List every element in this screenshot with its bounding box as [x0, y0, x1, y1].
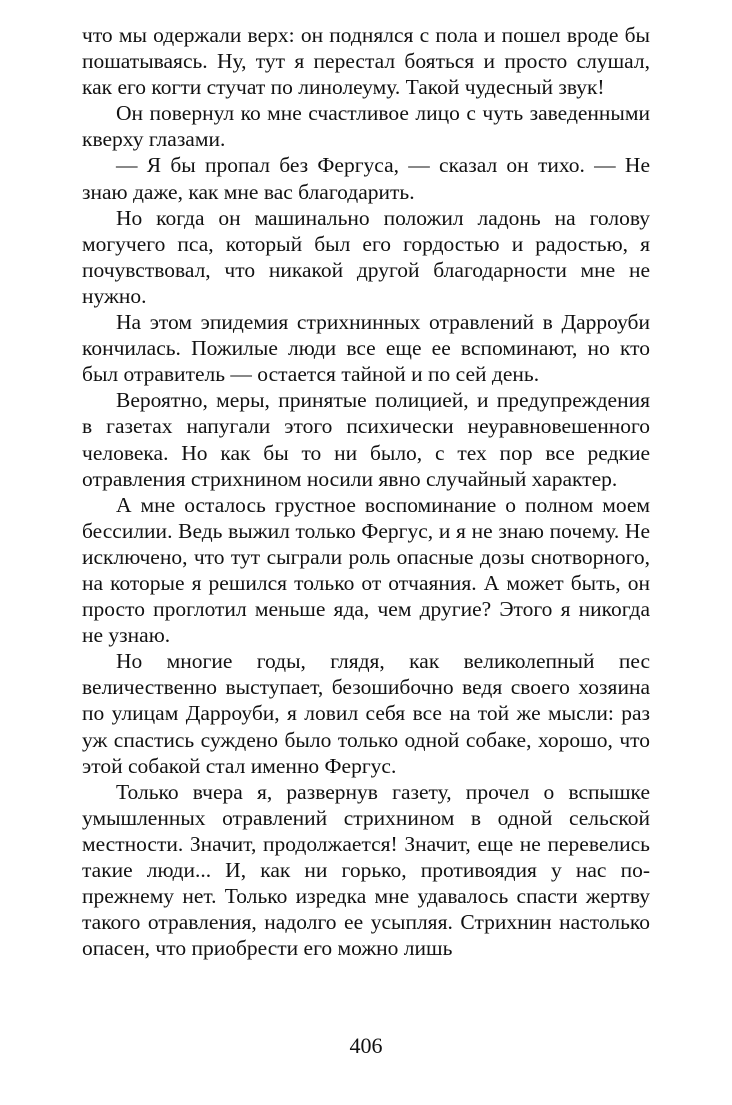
page-body	[82, 22, 650, 961]
paragraph-3: — Я бы пропал без Фергуса, — сказал он тихо. — Не знаю даже, как мне вас благодарить.	[82, 153, 650, 204]
paragraph-7: А мне осталось грустное воспоминание о полном моем бессилии. Ведь выжил только Фергус, и я не знаю почему. Не исключено, что тут сыграли роль опасные дозы снотворного, на которые я решился только от отчаяния. А может быть, он просто проглотил меньше яда, чем другие? Этого я никогда не узнаю.	[82, 492, 650, 648]
page-number: 406	[349, 1033, 383, 1058]
paragraph-9: Только вчера я, развернув газету, прочел о вспышке умышленных отравлений стрихнином в одной сельской местности. Значит, продолжается! Значит, еще не перевелись такие люди... И, как ни горько, противоядия у нас по-прежнему нет. Только изредка мне удавалось спасти жертву такого отравления, надолго ее усыпляя. Стрихнин настолько опасен, что приобрести его можно лишь	[82, 779, 650, 961]
paragraph-2: Он повернул ко мне счастливое лицо с чуть заведенными кверху глазами.	[82, 101, 650, 152]
paragraph-4: Но когда он машинально положил ладонь на голову могучего пса, который был его гордостью и радостью, я почувствовал, что никакой другой благодарности мне не нужно.	[82, 205, 650, 308]
paragraph-6: Вероятно, меры, принятые полицией, и предупреждения в газетах напугали этого психически неуравновешенного человека. Но как бы то ни было, с тех пор все редкие отравления стрихнином носили явно случайный характер.	[82, 388, 650, 491]
paragraph-8: Но многие годы, глядя, как великолепный пес величественно выступает, безошибочно ведя своего хозяина по улицам Дарроуби, я ловил себя все на той же мысли: раз уж спастись суждено было только одной собаке, хорошо, что этой собакой стал именно Фергус.	[82, 649, 650, 778]
paragraph-5: На этом эпидемия стрихнинных отравлений в Дарроуби кончилась. Пожилые люди все еще ее вспоминают, но кто был отравитель — остается тайной и по сей день.	[82, 310, 650, 387]
paragraph-1: что мы одержали верх: он поднялся с пола и пошел вроде бы пошатываясь. Ну, тут я перестал бояться и просто слушал, как его когти стучат по линолеуму. Такой чудесный звук!	[82, 23, 650, 100]
